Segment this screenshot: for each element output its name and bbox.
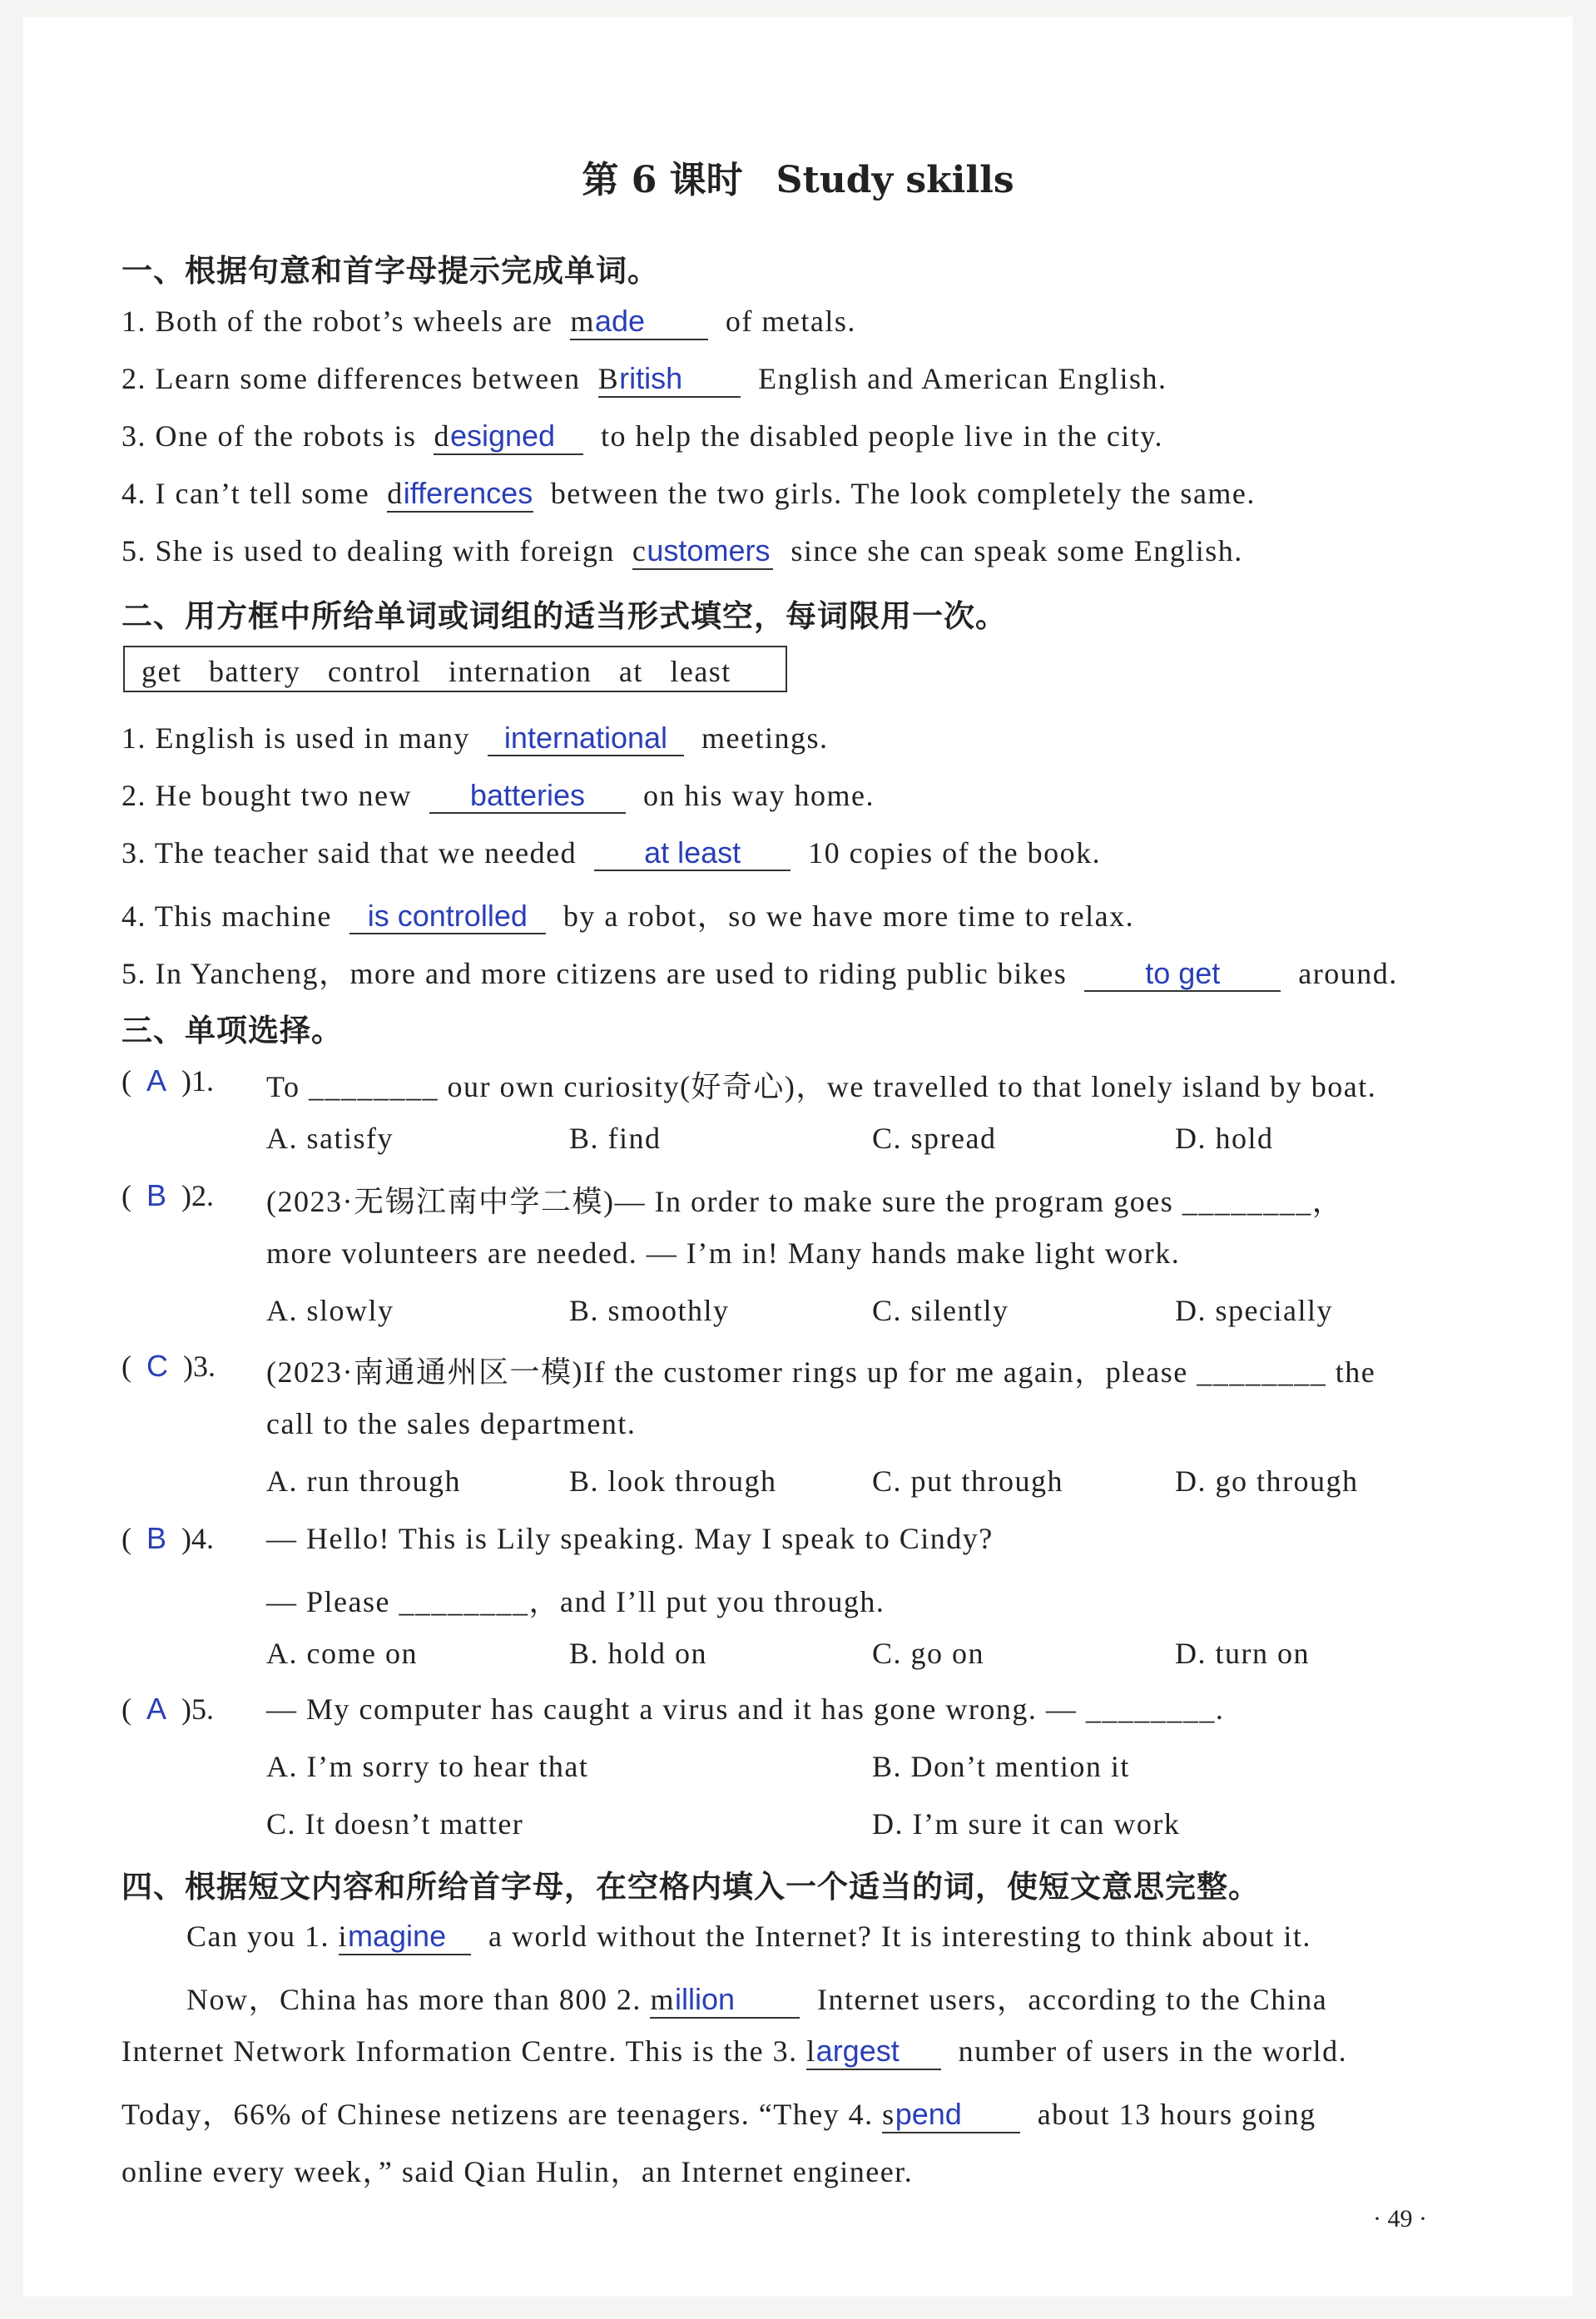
p2-item-4: 4. This machine is controlled by a robot，so we have more time to relax. [121, 899, 1135, 933]
word-box-words: get battery control internation at least [141, 655, 731, 688]
q3-option-c: C. put through [872, 1464, 1064, 1498]
q5-option-b: B. Don’t mention it [872, 1750, 1130, 1783]
answer: illion [674, 1982, 735, 2016]
q4-option-a: A. come on [266, 1637, 418, 1670]
answer: at least [594, 836, 791, 871]
answer: batteries [429, 779, 626, 814]
q1-answer-slot: ( A )1. [121, 1063, 215, 1098]
p1-item-5: 5. She is used to dealing with foreign customers since she can speak some English. [121, 533, 1243, 570]
q1-option-d: D. hold [1175, 1122, 1274, 1155]
p4-line-4: Today，66% of Chinese netizens are teenagers. “They 4. spend about 13 hours going [121, 2091, 1316, 2133]
q4-option-d: D. turn on [1175, 1637, 1310, 1670]
p1-item-2: 2. Learn some differences between British English and American English. [121, 361, 1167, 398]
q4-option-c: C. go on [872, 1637, 985, 1670]
q2-text: (2023·无锡江南中学二模)— In order to make sure the program goes ________， [266, 1185, 1344, 1218]
p2-item-1: 1. English is used in many international meetings. [121, 721, 829, 755]
p1-item-1: 1. Both of the robot’s wheels are made of metals. [121, 304, 856, 340]
page-title [0, 150, 1596, 203]
q3-option-a: A. run through [266, 1464, 461, 1498]
title-en: Study skills [776, 159, 1014, 201]
p4-line-2: Now，China has more than 800 2. million Internet users，according to the China [186, 1976, 1327, 2019]
answer: pend [895, 2097, 962, 2131]
p1-item-3: 3. One of the robots is designed to help the disabled people live in the city. [121, 419, 1163, 455]
q5-text: — My computer has caught a virus and it has gone wrong. — ________. [266, 1692, 1225, 1726]
word-box [123, 646, 787, 692]
q1-option-b: B. find [569, 1122, 662, 1155]
q5-answer-slot: ( A )5. [121, 1692, 215, 1726]
q5-option-d: D. I’m sure it can work [872, 1807, 1181, 1841]
q5-option-a: A. I’m sorry to hear that [266, 1750, 589, 1783]
section-2-heading: 二、用方框中所给单词或词组的适当形式填空，每词限用一次。 [121, 598, 1007, 634]
q4-text-2: — Please ________，and I’ll put you through. [266, 1585, 885, 1618]
q2-answer-slot: ( B )2. [121, 1178, 215, 1212]
answer: magine [348, 1919, 447, 1953]
answer: esigned [449, 419, 556, 453]
p2-item-2: 2. He bought two new batteries on his way home. [121, 778, 875, 812]
q2-option-b: B. smoothly [569, 1294, 730, 1327]
section-4-heading: 四、根据短文内容和所给首字母，在空格内填入一个适当的词，使短文意思完整。 [121, 1869, 1260, 1905]
q3-text-2: call to the sales department. [266, 1407, 637, 1440]
answer: ustomers [647, 533, 771, 567]
q4-answer-slot: ( B )4. [121, 1521, 215, 1555]
answer: ifferences [403, 476, 533, 510]
title-cn: 第 6 课时 [582, 159, 743, 201]
q5-option-c: C. It doesn’t matter [266, 1807, 524, 1841]
p4-line-1: Can you 1. imagine a world without the Internet? It is interesting to think about it. [186, 1919, 1311, 1955]
q2-option-d: D. specially [1175, 1294, 1333, 1327]
answer: to get [1084, 957, 1281, 992]
q1-option-a: A. satisfy [266, 1122, 394, 1155]
q2-option-c: C. silently [872, 1294, 1009, 1327]
q3-option-d: D. go through [1175, 1464, 1359, 1498]
section-3-heading: 三、单项选择。 [121, 1013, 343, 1048]
q3-option-b: B. look through [569, 1464, 777, 1498]
q4-text: — Hello! This is Lily speaking. May I speak to Cindy? [266, 1522, 994, 1555]
p4-line-3: Internet Network Information Centre. This is the 3. largest number of users in the world. [121, 2034, 1347, 2070]
p1-item-4: 4. I can’t tell some differences between the two girls. The look completely the same. [121, 476, 1256, 513]
q4-option-b: B. hold on [569, 1637, 708, 1670]
answer: argest [815, 2034, 900, 2068]
section-1-heading: 一、根据句意和首字母提示完成单词。 [121, 253, 659, 289]
q1-option-c: C. spread [872, 1122, 997, 1155]
q3-text: (2023·南通通州区一模)If the customer rings up for me again，please ________ the [266, 1355, 1376, 1389]
p2-item-3: 3. The teacher said that we needed at least 10 copies of the book. [121, 835, 1102, 870]
q1-text: To ________ our own curiosity(好奇心)，we travelled to that lonely island by boat. [266, 1070, 1377, 1103]
answer: ritish [619, 361, 683, 395]
q2-option-a: A. slowly [266, 1294, 394, 1327]
q2-text-2: more volunteers are needed. — I’m in! Many hands make light work. [266, 1236, 1181, 1270]
p4-line-5: online every week，” said Qian Hulin，an Internet engineer. [121, 2155, 914, 2188]
q3-answer-slot: ( C )3. [121, 1349, 216, 1383]
answer: international [488, 721, 684, 756]
answer: is controlled [349, 899, 546, 934]
page-number: · 49 · [1373, 2205, 1427, 2232]
p2-item-5: 5. In Yancheng，more and more citizens are used to riding public bikes to get around. [121, 956, 1398, 990]
answer: ade [594, 304, 645, 338]
